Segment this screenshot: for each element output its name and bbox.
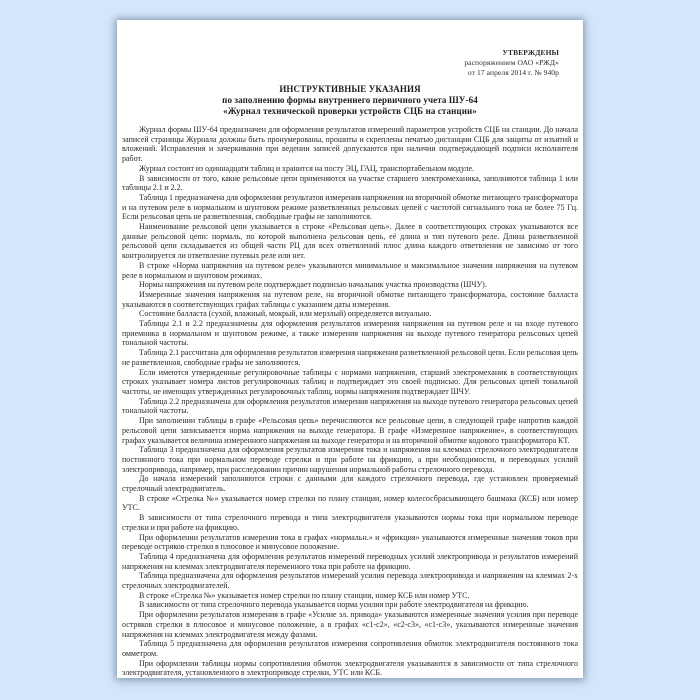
title-line-1: ИНСТРУКТИВНЫЕ УКАЗАНИЯ xyxy=(279,84,421,94)
paragraph: Таблица 1 предназначена для оформления результатов измерения напряжения на вторичной обмотке питающего трансформатора и на путевом реле в нормальном и шунтовом режиме разветвленных рельсовых цепей с частотой сигнального тока не более 75 Гц. Если рельсовая цепь не разветвленная, свободные графы не заполняются. xyxy=(122,192,578,222)
approval-line-order: распоряжением ОАО «РЖД» xyxy=(464,58,559,67)
paragraph: В зависимости от типа стрелочного перевода указывается норма усилия при работе электродвигателя на фрикцию. xyxy=(139,600,529,610)
body-text xyxy=(122,125,578,678)
paragraph: Журнал формы ШУ-64 предназначен для оформления результатов измерений параметров устройств СЦБ на станции. До начала записей страницы Журнала должны быть пронумерованы, прошиты и скреплены печатью дистанции СЦБ для защиты от изъятий и вложений. Исправления и зачеркивания при ведении записей допускаются при наличии подтверждающей подписи исполнителя работ. xyxy=(122,125,578,164)
paragraph: Таблица 2.2 предназначена для оформления результатов измерения напряжения на выходе путевого генератора рельсовых цепей тональной частоты. xyxy=(122,396,578,416)
paragraph: Нормы напряжения на путевом реле подтверждает подписью начальник участка производства (ШЧУ). xyxy=(139,280,487,290)
paragraph: При заполнении таблицы в графе «Рельсовая цепь» перечисляются все рельсовые цепи, в следующей графе напротив каждой рельсовой цепи записывается норма напряжения на выходе генератора. В графе «Измеренное напряжение», в соответствующих графах указывается величина измеренного напряжения на выходе генератора и на вторичной обмотке кодового трансформатора КТ. xyxy=(122,416,578,445)
paragraph: Измеренные значения напряжения на путевом реле, на вторичной обмотке питающего трансформатора, состояние балласта указываются в соответствующих графах таблицы с указанием даты измерения. xyxy=(122,289,578,309)
paragraph: В строке «Стрелка №» указывается номер стрелки по плану станции, номер колесосбрасывающего башмака (КСБ) или номер УТС. xyxy=(122,493,578,513)
paragraph: Таблица 5 предназначена для оформления результатов измерения сопротивления обмоток электродвигателя постоянного тока омметром. xyxy=(122,639,578,658)
paragraph: При оформлении результатов измерения в графе «Усилие эл. привода» указываются измеренные значения усилия при переводе остряков стрелки в плюсовое и минусовое положение, а в графах «с1-с2», «с2-с3», «с1-с3», указываются измеренные значения напряжения на клеммах электродвигателя между фазами. xyxy=(122,610,578,639)
approval-line-date: от 17 апреля 2014 г. № 940р xyxy=(467,68,559,77)
paragraph: Таблица 2.1 рассчитана для оформления результатов измерения напряжения разветвленной рельсовой цепи. Если рельсовая цепь не разветвленная, свободные графы не заполняются. xyxy=(122,348,578,367)
paragraph: Таблица 4 предназначена для оформления результатов измерений переводных усилий электропривода и результатов измерений напряжения на клеммах электродвигателя переменного тока при работе на фрикцию. xyxy=(122,551,578,571)
paragraph: Журнал состоит из одиннадцати таблиц и хранится на посту ЭЦ, ГАЦ, транспортабельном модуле. xyxy=(139,163,475,173)
document-title xyxy=(117,84,583,117)
paragraph: Таблица 3 предназначена для оформления результатов измерения тока и напряжения на клеммах стрелочного электродвигателя постоянного тока при нормальном переводе стрелки и при работе на фрикцию, а при необходимости, и переводных усилий электропривода, например, при расследовании причин нарушения нормальной работы стрелочного перевода. xyxy=(122,445,578,474)
paragraph: При оформлении результатов измерения тока в графах «нормальн.» и «фрикция» указываются измеренные значения токов при переводе остряков стрелки в плюсовое и минусовое положение. xyxy=(122,532,578,552)
paragraph: В строке «Стрелка №» указывается номер стрелки по плану станции, номер КСБ или номер УТС. xyxy=(139,590,470,600)
paragraph: В зависимости от типа стрелочного перевода и типа электродвигателя указываются нормы тока при нормальном переводе стрелки и при работе на фрикцию. xyxy=(122,513,578,532)
paragraph: Таблица предназначена для оформления результатов измерений усилия перевода электропривода и напряжения на клеммах 2-х стрелочных электродвигателей. xyxy=(122,571,578,591)
paragraph: Наименование рельсовой цепи указывается в строке «Рельсовая цепь». Далее в соответствующих строках указываются все данные рельсовой цепи: нормаль, по которой выполнена рельсовая цепь, её длина и тип путевого реле. Длина разветвленной рельсовой цепи складывается из общей части РЦ для всех ответвлений плюс длина каждого ответвления не зависимо от того контролируется ли ответвление путевых реле или нет. xyxy=(122,222,578,261)
title-line-2: по заполнению формы внутреннего первичного учета ШУ-64 xyxy=(222,95,478,105)
paragraph: Если имеются утвержденные регулировочные таблицы с нормами напряжения, старший электромеханик в соответствующих строках указывает номера листов регулировочных таблиц и подтверждает это своей подписью. Для рельсовых цепей тональной частоты, не имеющих утвержденных регулировочных таблиц, нормы напряжения подтверждает ШЧУ. xyxy=(122,367,578,396)
approval-line-approved: УТВЕРЖДЕНЫ xyxy=(502,48,559,57)
paragraph: Таблицы 2.1 и 2.2 предназначены для оформления результатов измерения напряжения на путевом реле и на входе путевого приемника в нормальном и шунтовом режиме, а также измерения напряжения на выходе путевого генератора рельсовых цепей тональной частоты. xyxy=(122,319,578,348)
approval-block xyxy=(117,48,559,78)
paragraph: Состояние балласта (сухой, влажный, мокрый, или мерзлый) определяется визуально. xyxy=(139,309,432,319)
paragraph: До начала измерений заполняются строки с данными для каждого стрелочного перевода, где установлен проверяемый стрелочный электродвигатель. xyxy=(122,474,578,494)
paragraph: В строке «Норма напряжения на путевом реле» указываются минимальное и максимальное значения напряжения на путевом реле в нормальном и шунтовом режимах. xyxy=(122,260,578,280)
document-page xyxy=(117,20,583,678)
paragraph: При оформлении таблицы нормы сопротивления обмоток электродвигателя указываются в зависимости от типа стрелочного электродвигателя, установленного в электроприводе стрелки, УТС или КСБ. xyxy=(122,658,578,678)
title-line-3: «Журнал технической проверки устройств СЦБ на станции» xyxy=(223,106,477,116)
paragraph: В зависимости от того, какие рельсовые цепи применяются на участке старшего электромеханика, заполняются таблица 1 или таблицы 2.1 и 2.2. xyxy=(122,173,578,193)
